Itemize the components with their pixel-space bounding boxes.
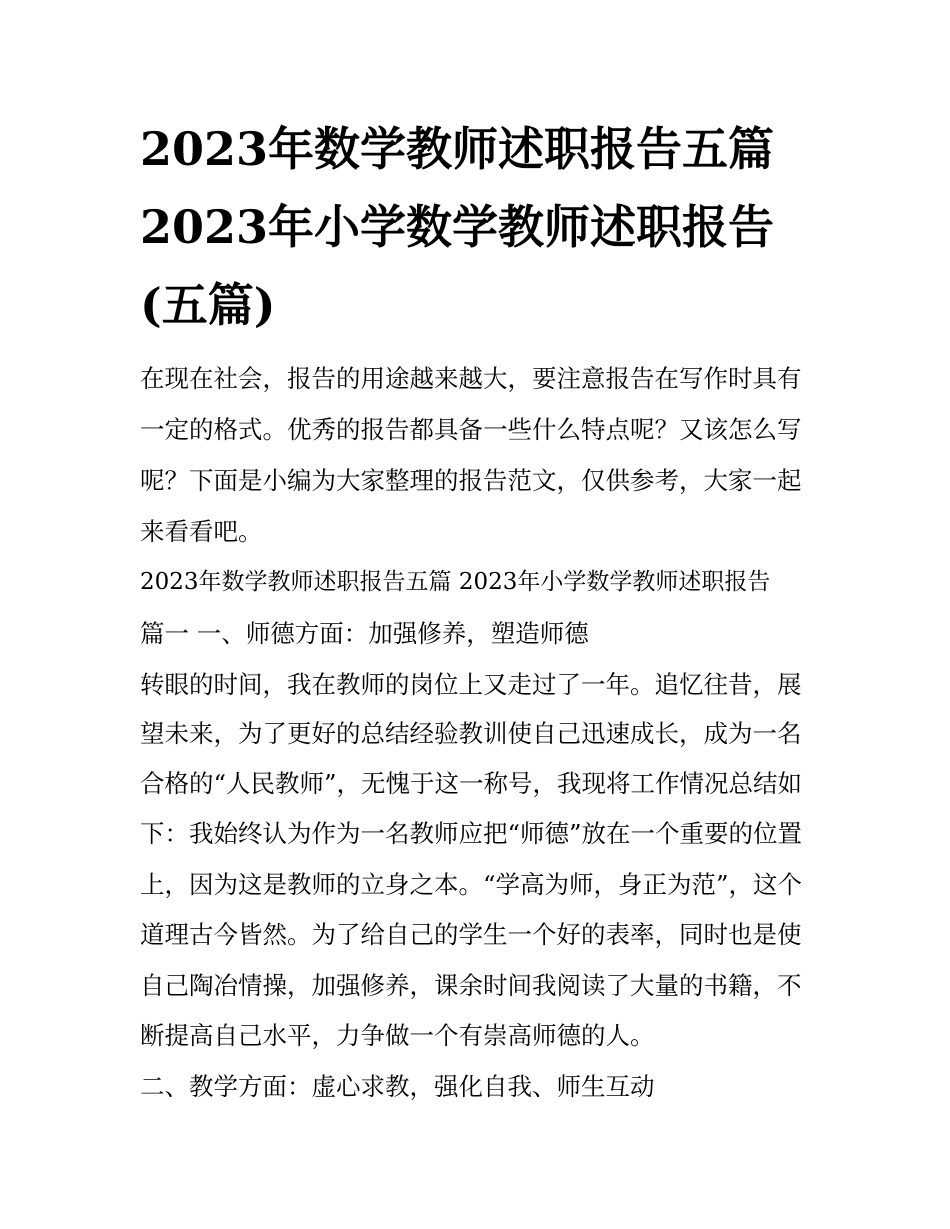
document-title-line-1: 2023年数学教师述职报告五篇 [140,122,775,176]
section-heading-1: 篇一 一、师德方面：加强修养，塑造师德 [140,619,589,648]
intro-line-1: 在现在社会，报告的用途越来越大，要注意报告在写作时具有 [140,364,802,393]
paragraph-line-2: 望未来，为了更好的总结经验教训使自己迅速成长，成为一名 [140,719,802,748]
document-title-line-2: 2023年小学数学教师述职报告 [140,200,775,254]
intro-line-4: 来看看吧。 [140,517,263,546]
paragraph-line-1: 转眼的时间，我在教师的岗位上又走过了一年。追忆往昔，展 [140,670,802,699]
intro-line-3: 呢？下面是小编为大家整理的报告范文，仅供参考，大家一起 [140,466,802,495]
subtitle-line: 2023年数学教师述职报告五篇 2023年小学数学教师述职报告 [140,569,771,595]
section-heading-2: 二、教学方面：虚心求教，强化自我、师生互动 [140,1072,655,1101]
document-title-line-3: (五篇) [140,278,276,332]
paragraph-line-7: 自己陶冶情操，加强修养，课余时间我阅读了大量的书籍，不 [140,971,802,1000]
paragraph-line-6: 道理古今皆然。为了给自己的学生一个好的表率，同时也是使 [140,920,802,949]
paragraph-line-8: 断提高自己水平，力争做一个有崇高师德的人。 [140,1021,655,1050]
paragraph-line-3: 合格的“人民教师”，无愧于这一称号，我现将工作情况总结如 [140,769,803,798]
paragraph-line-4: 下：我始终认为作为一名教师应把“师德”放在一个重要的位置 [140,819,803,848]
paragraph-line-5: 上，因为这是教师的立身之本。“学高为师，身正为范”，这个 [140,870,803,899]
intro-line-2: 一定的格式。优秀的报告都具备一些什么特点呢？又该怎么写 [140,415,802,444]
